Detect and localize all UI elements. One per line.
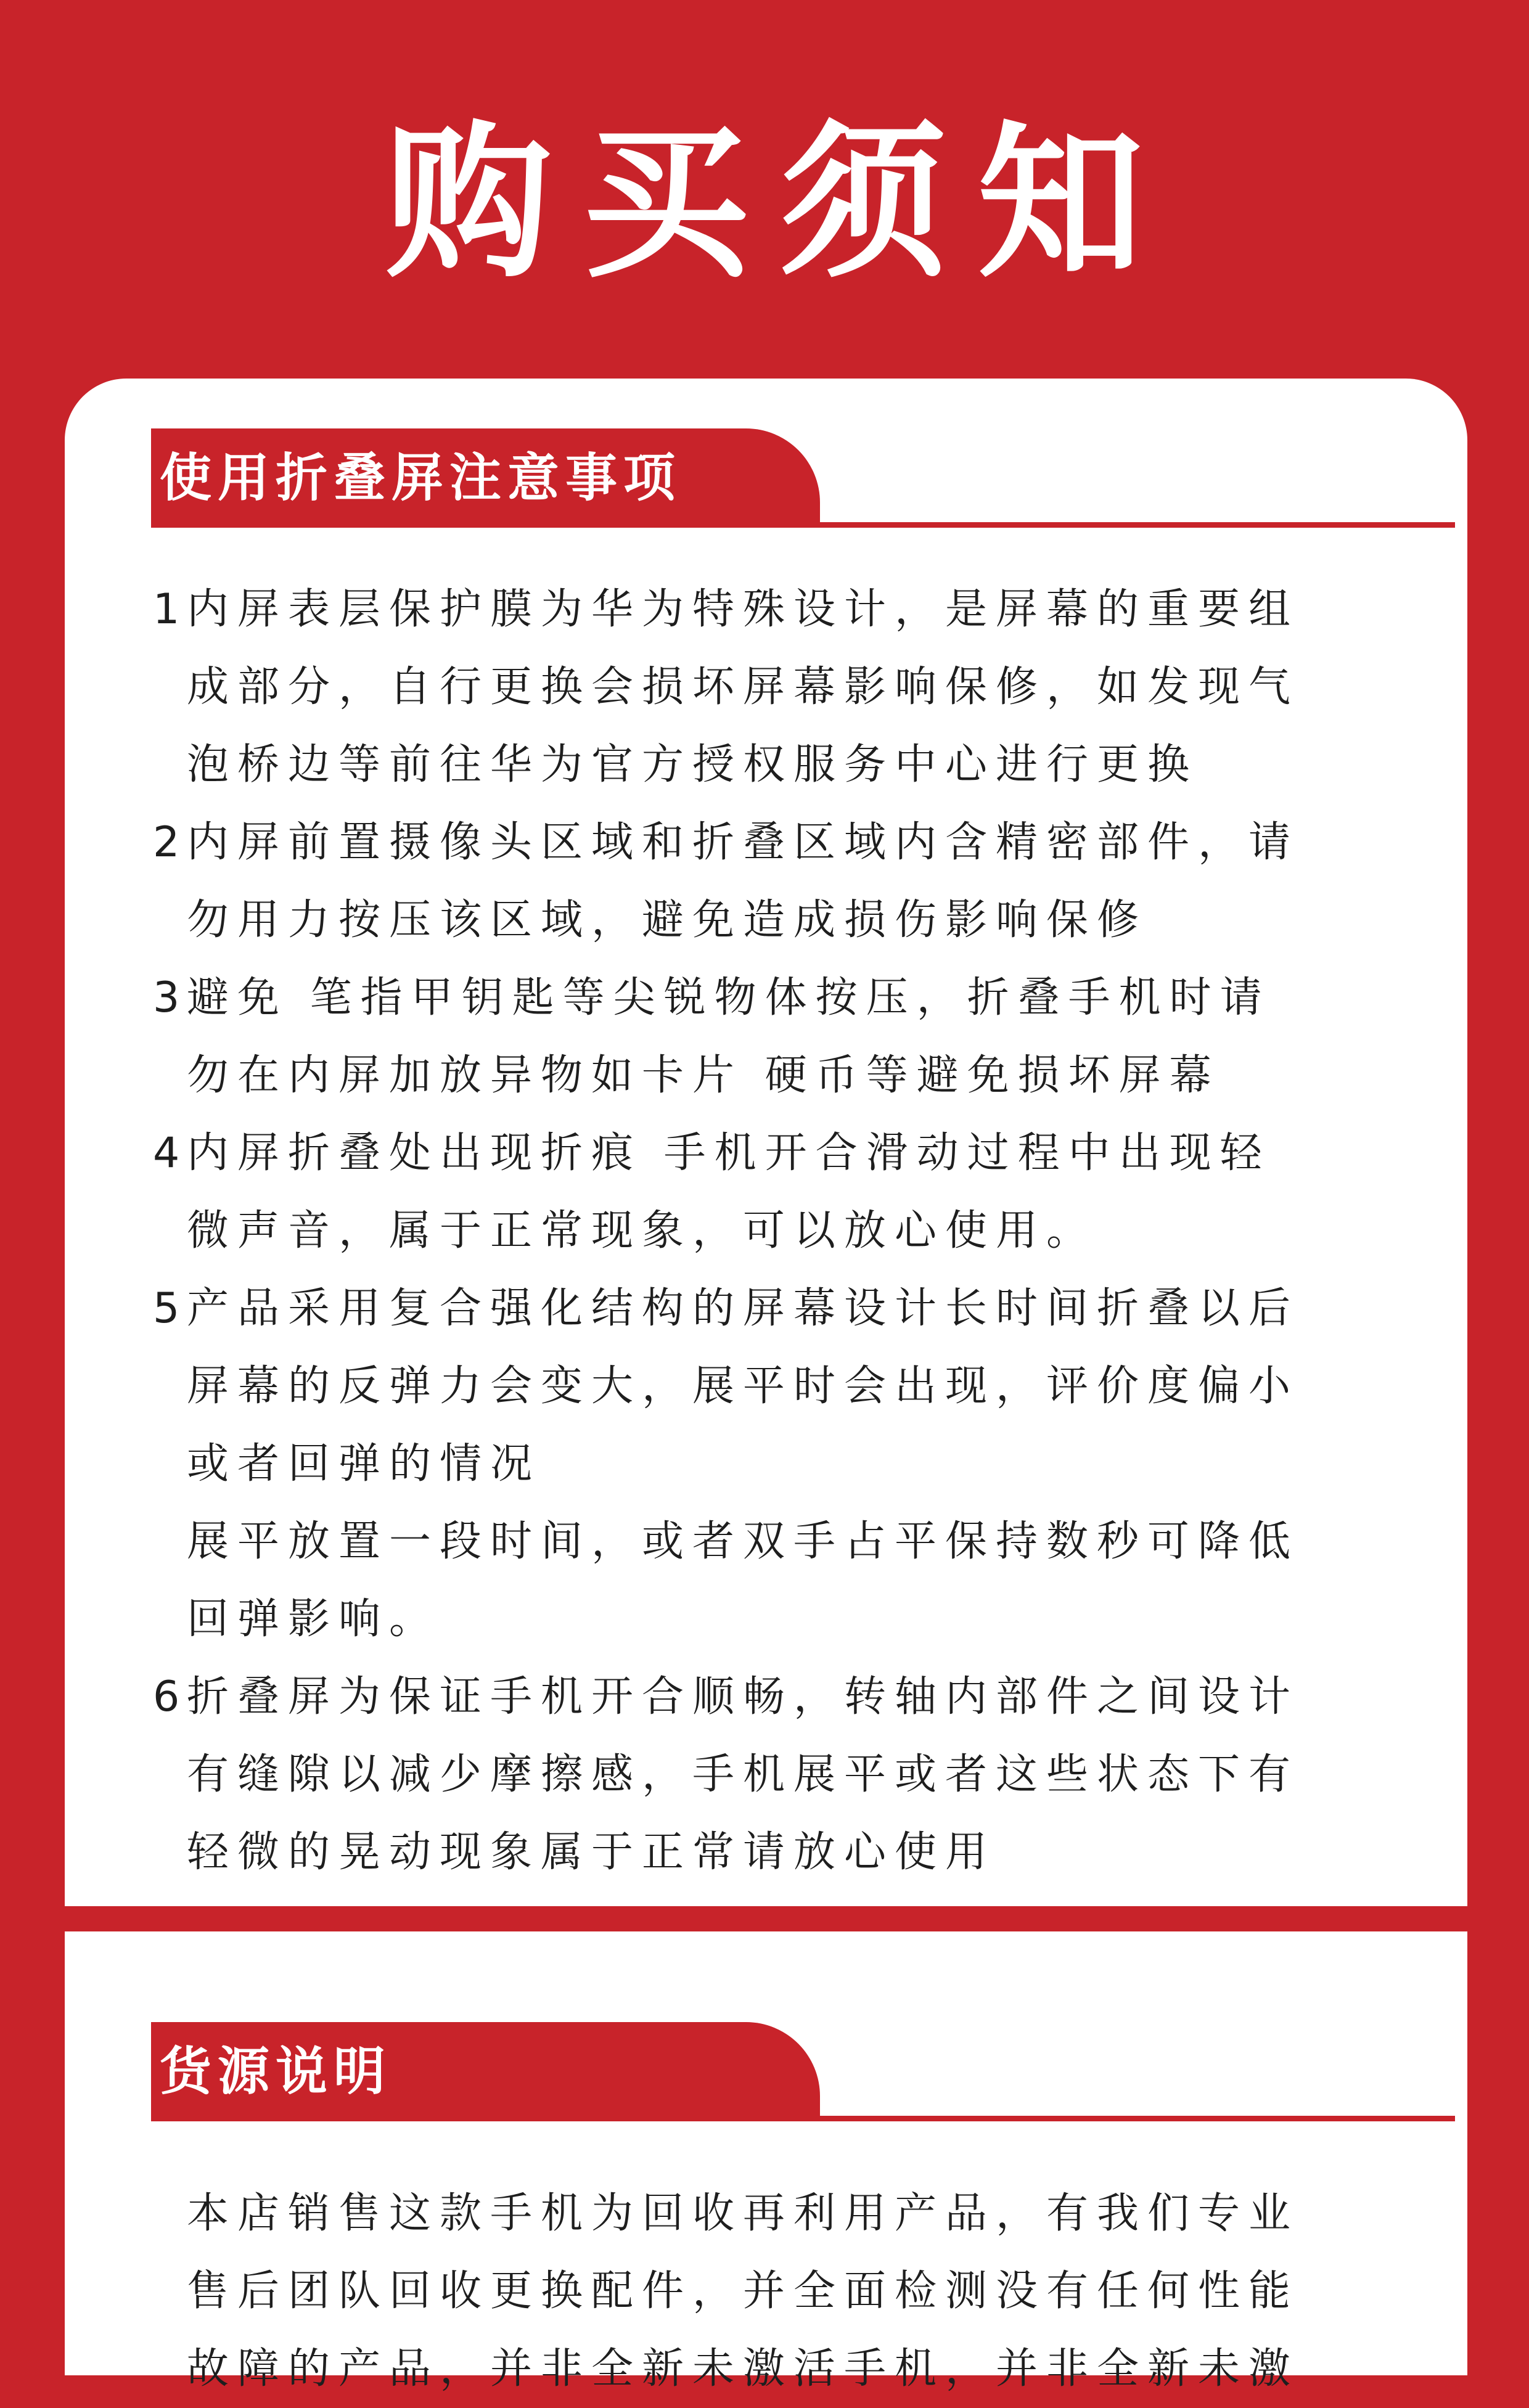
paragraph-line: 本店销售这款手机为回收再利用产品，有我们专业 [187, 2189, 1300, 2238]
section-divider [151, 522, 1455, 528]
list-item-text: 成部分，自行更换会损坏屏幕影响保修，如发现气 [187, 663, 1300, 711]
list-item-text: 内屏表层保护膜为华为特殊设计，是屏幕的重要组 [187, 585, 1300, 634]
list-item-text: 轻微的晃动现象属于正常请放心使用 [187, 1828, 996, 1877]
item-number: 3 [153, 973, 180, 1022]
paragraph-line: 售后团队回收更换配件，并全面检测没有任何性能 [187, 2267, 1300, 2316]
list-item-text: 勿在内屏加放异物如卡片 硬币等避免损坏屏幕 [187, 1051, 1220, 1100]
item-number: 6 [153, 1673, 180, 1721]
item-number: 5 [153, 1284, 180, 1333]
list-item-text: 折叠屏为保证手机开合顺畅，转轴内部件之间设计 [187, 1673, 1300, 1721]
list-item-text: 产品采用复合强化结构的屏幕设计长时间折叠以后 [187, 1284, 1300, 1333]
list-item-text: 展平放置一段时间，或者双手占平保持数秒可降低 [187, 1517, 1300, 1566]
list-item-text: 微声音，属于正常现象，可以放心使用。 [187, 1206, 1097, 1255]
section-heading-source-info: 货源说明 [151, 2022, 820, 2121]
section-divider [151, 2116, 1455, 2121]
section-heading-usage-notes: 使用折叠屏注意事项 [151, 428, 820, 527]
list-item-text: 屏幕的反弹力会变大，展平时会出现，评价度偏小 [187, 1362, 1300, 1411]
item-number: 2 [153, 818, 180, 867]
list-item-text: 避免 笔指甲钥匙等尖锐物体按压，折叠手机时请 [187, 973, 1271, 1022]
list-item-text: 或者回弹的情况 [187, 1439, 541, 1488]
list-item-text: 有缝隙以减少摩擦感，手机展平或者这些状态下有 [187, 1750, 1300, 1799]
usage-notes-card [65, 379, 1467, 1906]
list-item-text: 泡桥边等前往华为官方授权服务中心进行更换 [187, 740, 1199, 789]
item-number: 4 [153, 1129, 180, 1177]
list-item-text: 内屏前置摄像头区域和折叠区域内含精密部件，请 [187, 818, 1300, 867]
list-item-text: 勿用力按压该区域，避免造成损伤影响保修 [187, 896, 1148, 944]
list-item-text: 回弹影响。 [187, 1595, 440, 1644]
source-info-card [65, 1931, 1467, 2393]
item-number: 1 [153, 585, 180, 634]
paragraph-line: 故障的产品，并非全新未激活手机，并非全新未激 [187, 2345, 1300, 2393]
page-title: 购买须知 [385, 106, 1174, 300]
list-item-text: 内屏折叠处出现折痕 手机开合滑动过程中出现轻 [187, 1129, 1271, 1177]
